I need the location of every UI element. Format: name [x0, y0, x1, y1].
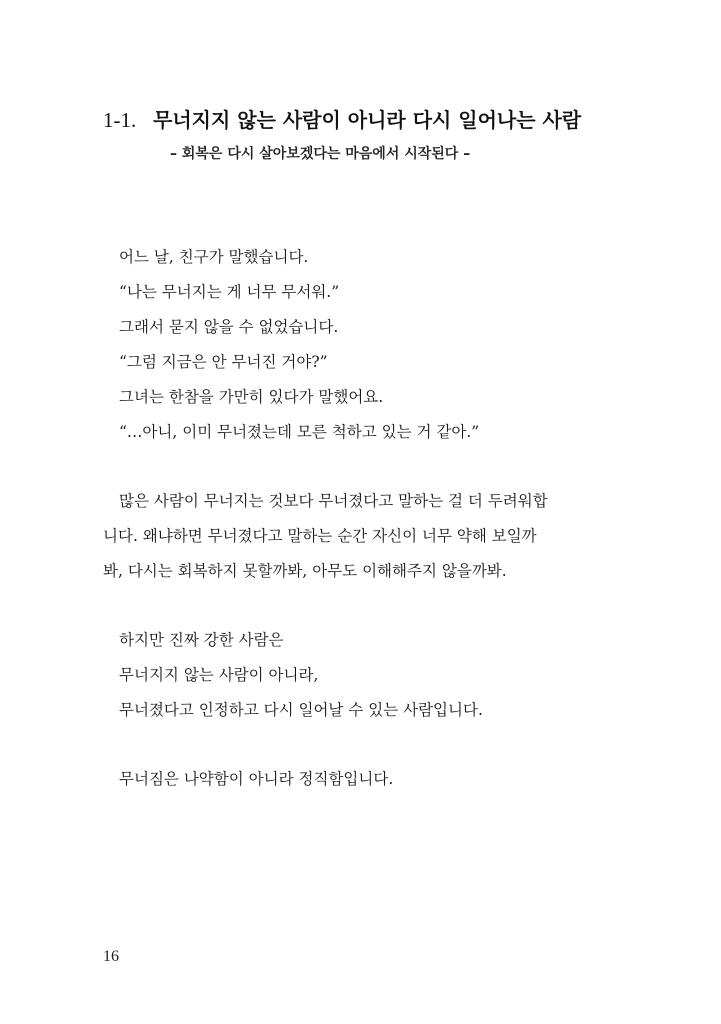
text-line: “…아니, 이미 무너졌는데 모른 척하고 있는 거 같아.” — [119, 423, 480, 441]
text-line: 무너지지 않는 사람이 아니라, — [119, 666, 319, 684]
chapter-number: 1-1. — [103, 108, 137, 132]
text-line: “나는 무너지는 게 너무 무서워.” — [119, 283, 340, 301]
text-line: 그래서 묻지 않을 수 없었습니다. — [119, 318, 339, 336]
chapter-heading — [103, 106, 703, 134]
text-line: 어느 날, 친구가 말했습니다. — [119, 248, 309, 266]
text-line: “그럼 지금은 안 무너진 거야?” — [119, 353, 328, 371]
chapter-subtitle: – 회복은 다시 살아보겠다는 마음에서 시작된다 – — [170, 146, 471, 162]
text-line: 무너졌다고 인정하고 다시 일어날 수 있는 사람입니다. — [119, 701, 483, 719]
text-line: 봐, 다시는 회복하지 못할까봐, 아무도 이해해주지 않을까봐. — [103, 562, 507, 580]
paragraph-fear — [103, 484, 613, 589]
chapter-title: 무너지지 않는 사람이 아니라 다시 일어나는 사람 — [153, 108, 582, 132]
paragraph-dialogue — [103, 240, 613, 450]
paragraph-strength — [103, 623, 613, 728]
paragraph-conclusion — [103, 762, 613, 797]
text-line: 하지만 진짜 강한 사람은 — [119, 631, 284, 649]
text-line: 많은 사람이 무너지는 것보다 무너졌다고 말하는 걸 더 두려워합 — [119, 492, 548, 510]
text-line: 니다. 왜냐하면 무너졌다고 말하는 순간 자신이 너무 약해 보일까 — [103, 527, 537, 545]
text-line: 무너짐은 나약함이 아니라 정직함입니다. — [119, 770, 394, 788]
page-number: 16 — [103, 948, 119, 965]
text-line: 그녀는 한참을 가만히 있다가 말했어요. — [119, 388, 384, 406]
body-text — [103, 240, 613, 831]
